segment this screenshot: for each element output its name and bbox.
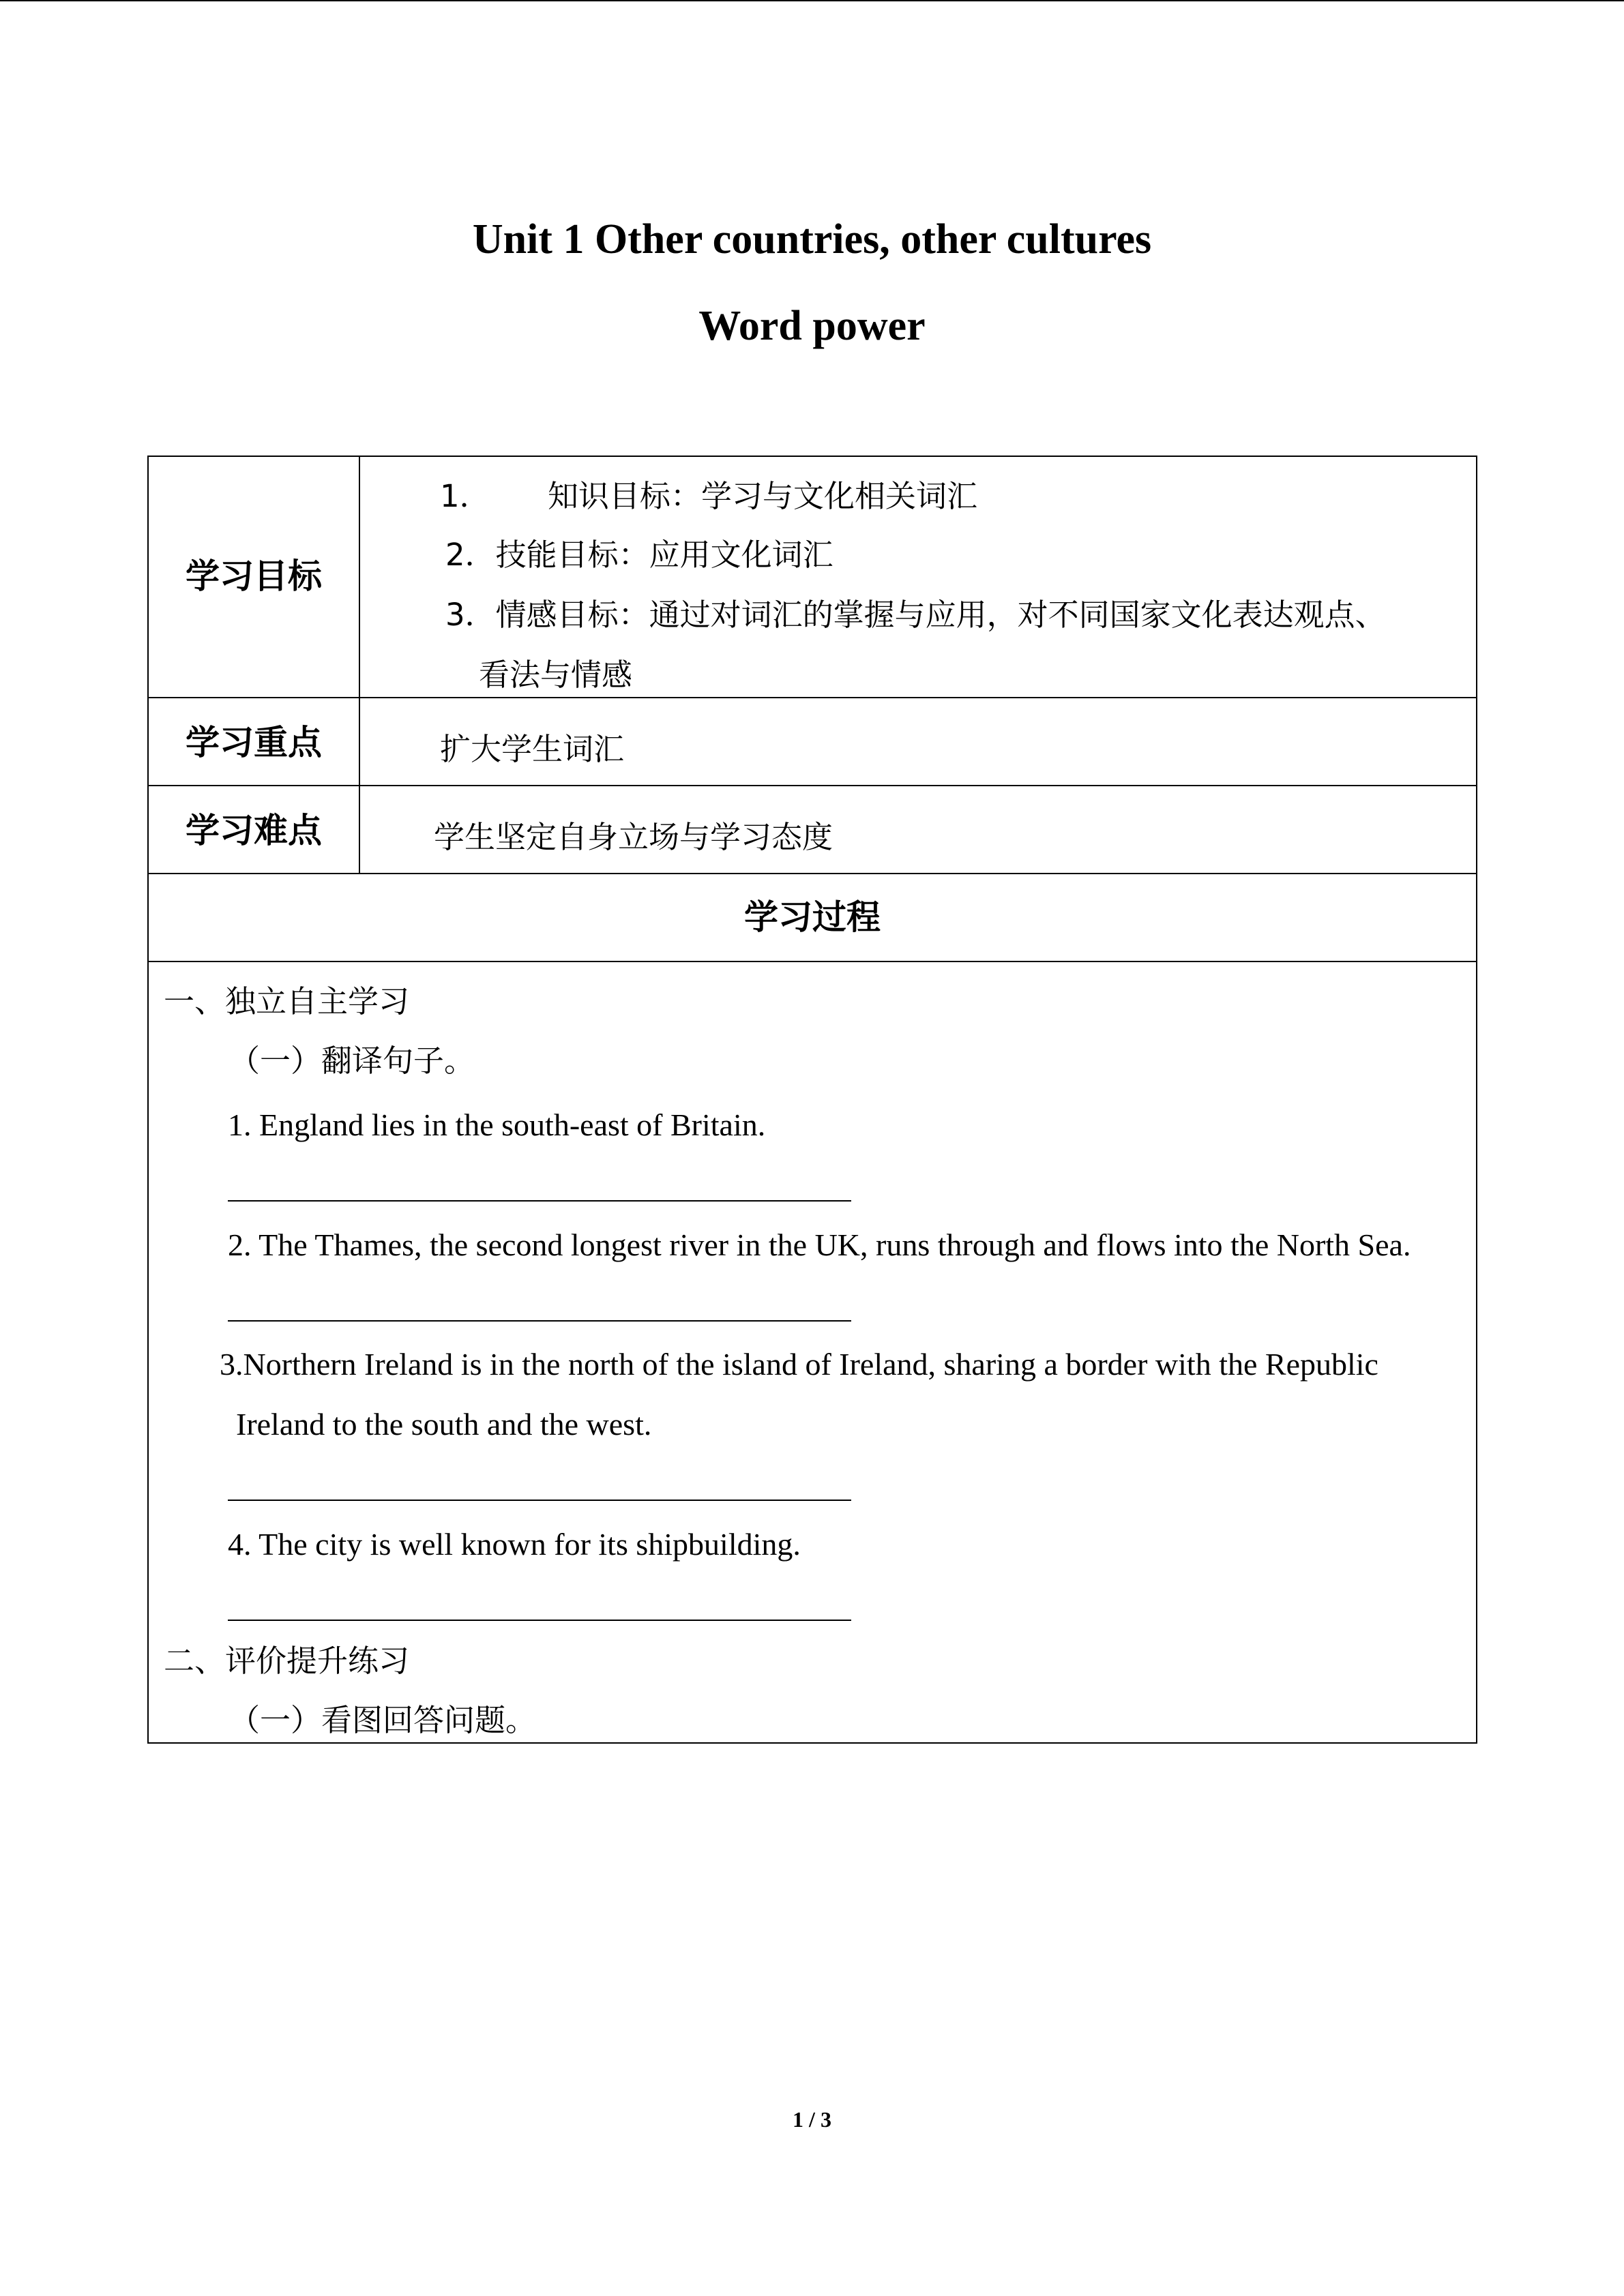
answer-line-4 (228, 1620, 851, 1621)
process-heading: 学习过程 (744, 897, 881, 937)
section-2-subtitle: （一）看图回答问题。 (229, 1702, 537, 1738)
document-title: Unit 1 Other countries, other cultures (472, 216, 1152, 263)
sentence-1: 1. England lies in the south-east of Britain. (228, 1107, 766, 1142)
difficulty-text: 学生坚定自身立场与学习态度 (434, 819, 833, 855)
difficulty-label: 学习难点 (186, 811, 322, 850)
objective-3-continued: 看法与情感 (479, 657, 633, 693)
objective-1-number: 1． (440, 478, 490, 514)
answer-line-1 (228, 1200, 851, 1202)
page-top-border (0, 0, 1624, 1)
objective-3: 3．情感目标：通过对词汇的掌握与应用，对不同国家文化表达观点、 (445, 597, 1386, 633)
objective-2: 2．技能目标：应用文化词汇 (445, 537, 833, 573)
answer-line-3 (228, 1500, 851, 1501)
sentence-3-continued: Ireland to the south and the west. (236, 1407, 652, 1442)
sentence-4: 4. The city is well known for its shipbuilding. (228, 1527, 801, 1562)
document-subtitle: Word power (698, 303, 926, 349)
section-2-title: 二、评价提升练习 (164, 1643, 410, 1679)
section-1-subtitle: （一）翻译句子。 (229, 1043, 475, 1079)
sentence-3: 3.Northern Ireland is in the north of the island of Ireland, sharing a border with the Republic (220, 1347, 1378, 1382)
focus-text: 扩大学生词汇 (440, 731, 625, 767)
section-1-title: 一、独立自主学习 (164, 983, 410, 1019)
objectives-label: 学习目标 (186, 556, 322, 596)
focus-label: 学习重点 (186, 723, 322, 762)
answer-line-2 (228, 1320, 851, 1322)
page-number: 1 / 3 (793, 2107, 831, 2132)
sentence-2: 2. The Thames, the second longest river in the UK, runs through and flows into the North Sea. (228, 1227, 1411, 1262)
objective-1: 知识目标：学习与文化相关词汇 (548, 478, 978, 514)
